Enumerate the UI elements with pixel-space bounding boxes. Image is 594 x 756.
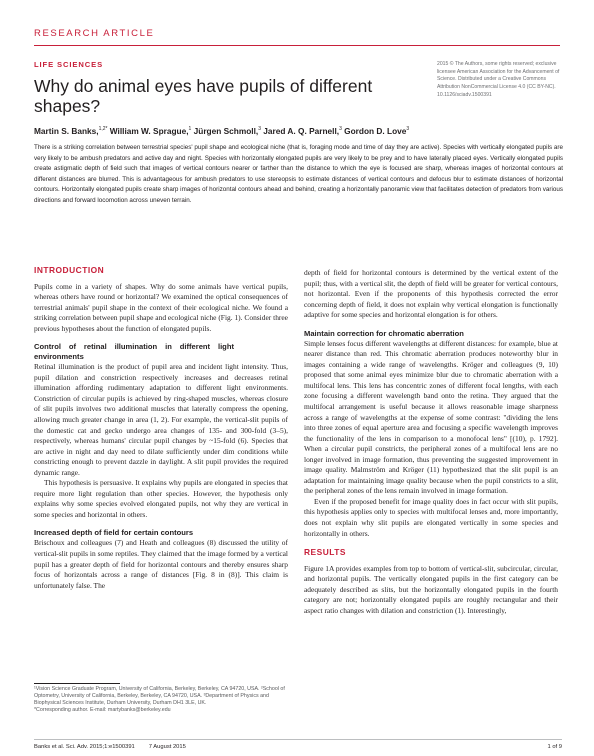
paragraph: Pupils come in a variety of shapes. Why do some animals have vertical pupils, whereas others have round or horizontal? We examined the optical consequences of terrestrial animals' pupil shape in the context of their ecological niche. We found a striking correlation between pupil shape and ecological niche (Fig. 1). Consider three previous hypotheses about the function of elongated pupils.	[34, 281, 288, 333]
author-name[interactable]: Martin S. Banks,	[34, 126, 99, 136]
copyright-notice: 2015 © The Authors, some rights reserved; exclusive licensee American Association for the Advancement of Science. Distributed under a Creative Commons Attribution NonCommercial License 4.0 (CC BY-NC). 10.1126/sciadv.1500391	[437, 61, 560, 98]
subsection-heading: Control of retinal illumination in different light environments	[34, 342, 234, 362]
author-name[interactable]: William W. Sprague,	[107, 126, 189, 136]
corresponding-author-footnote: *Corresponding author. E-mail: martybanks@berkeley.edu	[34, 707, 171, 714]
footer-citation	[34, 744, 186, 750]
author-affiliation: 1	[188, 126, 192, 133]
article-header	[34, 28, 560, 46]
paragraph: This hypothesis is persuasive. It explains why pupils are elongated in species that require more light regulation than other species. However, the hypothesis only explains why some species evolved elongated pupils, not why they are vertical in some species and horizontal in others.	[34, 478, 288, 519]
introduction-heading: INTRODUCTION	[34, 265, 105, 275]
page-number: 1 of 9	[547, 744, 562, 750]
affiliation-footnote: ¹Vision Science Graduate Program, University of California, Berkeley, Berkeley, CA 94720, USA. ²School of Optometry, University of California, Berkeley, Berkeley, CA 94720, USA. ³Department of Physics and Biophysical Sciences Institute, Durham University, Durham DH1 3LE, UK.	[34, 686, 285, 707]
right-column	[304, 268, 558, 616]
author-affiliation: 1,2*	[98, 126, 108, 133]
author-affiliation: 3	[258, 126, 261, 133]
section-label: RESEARCH ARTICLE	[34, 28, 155, 39]
paragraph: Retinal illumination is the product of pupil area and incident light intensity. Thus, pupil dilation and constriction respectively increases and decreases retinal illumination affording rudimentary adaptation to different light environments. Constriction of circular pupils is achieved by ring-shaped muscles, whereas closure of slit pupils involves two additional muscles that laterally compress the opening, allowing much greater change in area (1, 2). For example, the vertical-slit pupils of the domestic cat and gecko undergo area changes of 135- and 300-fold (3–5), respectively, whereas humans' circular pupil changes by ~15-fold (6). Species that are active in night and day need to dilate sufficiently under dim conditions while constricting enough to prevent dazzle in daylight. A slit pupil provides the required dynamic range.	[34, 362, 288, 477]
results-heading: RESULTS	[304, 547, 346, 558]
footnote-divider	[34, 683, 120, 684]
abstract: There is a striking correlation between terrestrial species' pupil shape and ecological niche (that is, foraging mode and time of day they are active). Species with vertically elongated pupils are very likely to be ambush predators and active day and night. Species with horizontally elongated pupils are very likely to be prey and to have laterally placed eyes. Vertically elongated pupils create astigmatic depth of field such that images of vertical contours nearer or farther than the distance to which the eye is focused are sharp, whereas images of horizontal contours at different distances are blurred. This is advantageous for ambush predators to use stereopsis to estimate distances of vertical contours and defocus blur to estimate distances of horizontal contours. Horizontally elongated pupils create sharp images of horizontal contours ahead and behind, creating a horizontally panoramic view that facilitates detection of predators from various directions and forward locomotion across uneven terrain.	[34, 144, 563, 204]
paragraph: Brischoux and colleagues (7) and Heath and colleagues (8) discussed the utility of vertical-slit pupils in some reptiles. They claimed that the image formed by a vertical pupil has a greater depth of field for horizontal contours and thereby ensures sharp focus of horizontals across a range of distances [Fig. 8 in (8)]. This claim is unfortunately false. The	[34, 538, 288, 590]
footer-divider	[34, 739, 562, 740]
paragraph: Even if the proposed benefit for image quality does in fact occur with slit pupils, this hypothesis applies only to species with multifocal lenses and, more importantly, does not explain why slit pupils are elongated vertically in some species and horizontally in others.	[304, 496, 558, 538]
header-divider	[34, 45, 560, 46]
footnotes	[34, 686, 288, 714]
article-title: Why do animal eyes have pupils of different shapes?	[34, 76, 373, 116]
paragraph: Simple lenses focus different wavelengths at different distances: for example, blue at nearer distance than red. This chromatic aberration produces noteworthy blur in images containing a wide range of wavelengths. Kröger and colleagues (9, 10) proposed that some animal eyes minimize blur due to chromatic aberration with a multifocal lens. This lens has concentric zones of different focal lengths, with each zone focusing a different wavelength band onto the retina. They argued that the multifocal arrangement is useful because it allows reasonable image sharpness across a range of wavelengths at the expense of some contrast: "dividing the lens into three zones of equal aperture area and focusing a specific wavelength improves the functionality of the lens in comparison to a monofocal lens" [(10), p. 1792]. When a circular pupil constricts, the peripheral zones of a multifocal lens are no longer involved in image formation, thus preventing the suggested improvement in image quality. Malmström and Kröger (11) hypothesized that the slit pupil is an adaptation for maintaining image quality because when the pupil constricts to a slit, the peripheral zones of the lens remain involved in image formation.	[304, 338, 558, 496]
author-list	[34, 126, 564, 136]
left-column	[34, 265, 288, 591]
citation-text: Banks et al. Sci. Adv. 2015;1:e1500391	[34, 744, 135, 750]
publication-date: 7 August 2015	[148, 744, 186, 750]
author-affiliation: 3	[339, 126, 342, 133]
paragraph: Figure 1A provides examples from top to bottom of vertical-slit, subcircular, circular, and horizontal pupils. The vertically elongated pupils in the first category can be adequately described as slits, but the horizontally elongated pupils in the fourth category are not; horizontally elongated pupils are roughly rectangular and their aspect ratio changes with dilation and constriction (1). Interestingly,	[304, 563, 558, 615]
author-name[interactable]: Gordon D. Love	[341, 126, 407, 136]
paragraph: depth of field for horizontal contours is determined by the vertical extent of the pupil; thus, with a vertical slit, the depth of field will be greater for vertical contours, not horizontal. Even if the proponents of this hypothesis corrected the error concerning depth of field, it does not explain why vertical elongation is functionally adaptive for some species and horizontal elongation is for others.	[304, 268, 558, 320]
subsection-heading: Maintain correction for chromatic aberration	[304, 328, 464, 338]
author-affiliation: 3	[406, 126, 410, 133]
category-label: LIFE SCIENCES	[34, 60, 104, 69]
subsection-heading: Increased depth of field for certain contours	[34, 528, 194, 538]
author-name[interactable]: Jürgen Schmoll,	[191, 126, 259, 136]
author-name[interactable]: Jared A. Q. Parnell,	[260, 126, 340, 136]
